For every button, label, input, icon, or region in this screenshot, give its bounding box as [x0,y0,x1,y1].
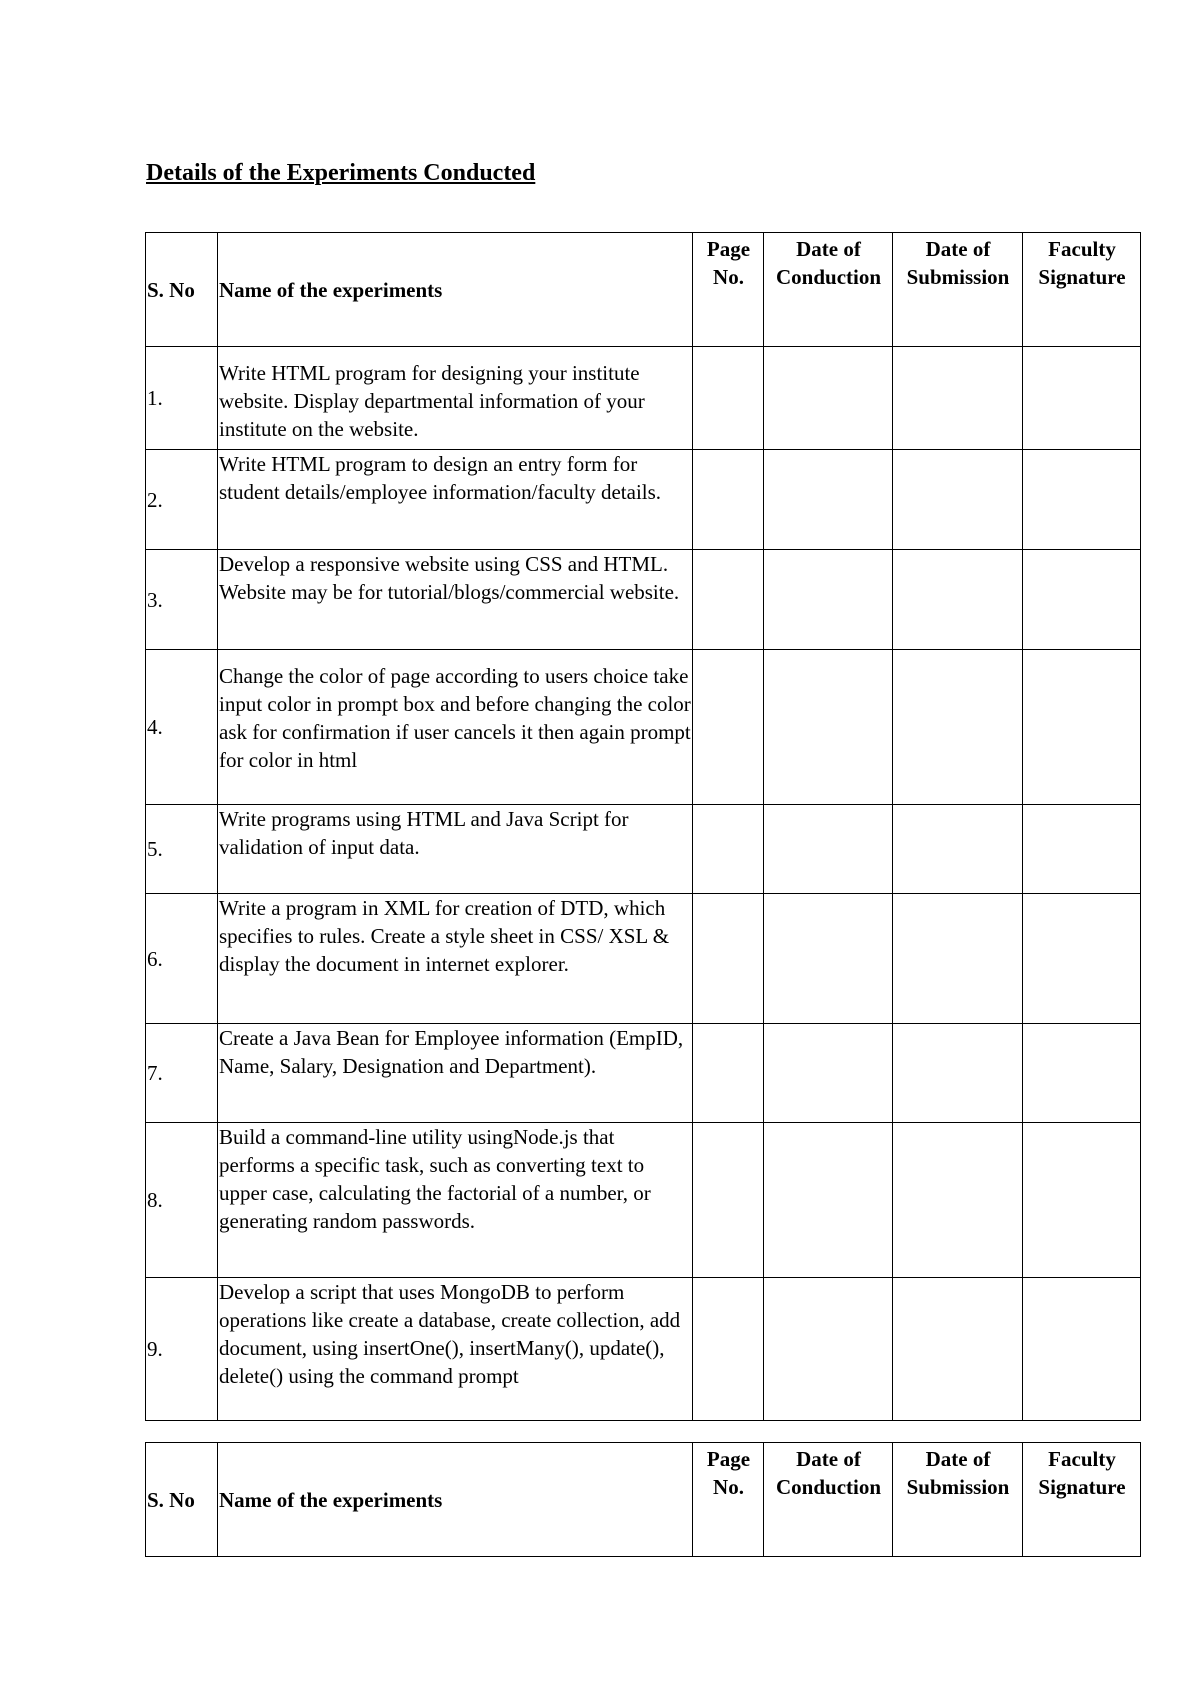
date-conduction-cell [764,650,893,805]
header-sno: S. No [146,233,218,347]
date-submission-cell [893,894,1023,1024]
date-conduction-cell [764,347,893,450]
header-name: Name of the experiments [218,1443,693,1557]
faculty-signature-cell [1023,650,1141,805]
row-sno: 7. [146,1024,218,1123]
faculty-signature-cell [1023,1123,1141,1278]
table-row [146,347,1141,450]
row-sno: 9. [146,1278,218,1421]
experiments-table-continued [145,1442,1141,1557]
date-submission-cell [893,650,1023,805]
faculty-signature-cell [1023,1278,1141,1421]
row-sno: 1. [146,347,218,450]
table-row [146,450,1141,550]
page-no-cell [693,650,764,805]
table-header-row [146,233,1141,347]
row-sno: 6. [146,894,218,1024]
row-experiment-name: Change the color of page according to users choice take input color in prompt box and before changing the color ask for confirmation if user cancels it then again prompt for color in html [218,650,693,805]
date-submission-cell [893,347,1023,450]
page-no-cell [693,805,764,894]
row-sno: 5. [146,805,218,894]
table-row [146,1024,1141,1123]
row-experiment-name: Write programs using HTML and Java Script for validation of input data. [218,805,693,894]
row-experiment-name: Write a program in XML for creation of DTD, which specifies to rules. Create a style sheet in CSS/ XSL & display the document in internet explorer. [218,894,693,1024]
header-page-no: Page No. [693,233,764,347]
header-date-submission: Date of Submission [893,1443,1023,1557]
header-faculty-signature: Faculty Signature [1023,1443,1141,1557]
table-row [146,805,1141,894]
faculty-signature-cell [1023,450,1141,550]
page-no-cell [693,1123,764,1278]
date-conduction-cell [764,894,893,1024]
date-conduction-cell [764,550,893,650]
row-sno: 3. [146,550,218,650]
row-experiment-name: Write HTML program to design an entry form for student details/employee information/faculty details. [218,450,693,550]
table-row [146,1278,1141,1421]
table-row [146,550,1141,650]
date-submission-cell [893,550,1023,650]
date-conduction-cell [764,450,893,550]
faculty-signature-cell [1023,1024,1141,1123]
date-conduction-cell [764,1024,893,1123]
row-experiment-name: Build a command-line utility usingNode.js that performs a specific task, such as converting text to upper case, calculating the factorial of a number, or generating random passwords. [218,1123,693,1278]
row-sno: 2. [146,450,218,550]
table-header-row [146,1443,1141,1557]
table-row [146,894,1141,1024]
table-row [146,650,1141,805]
row-experiment-name: Create a Java Bean for Employee information (EmpID, Name, Salary, Designation and Department). [218,1024,693,1123]
faculty-signature-cell [1023,347,1141,450]
faculty-signature-cell [1023,805,1141,894]
date-submission-cell [893,450,1023,550]
date-submission-cell [893,1123,1023,1278]
header-date-submission: Date of Submission [893,233,1023,347]
row-experiment-name: Develop a responsive website using CSS and HTML. Website may be for tutorial/blogs/commercial website. [218,550,693,650]
page-no-cell [693,347,764,450]
header-page-no: Page No. [693,1443,764,1557]
page-title: Details of the Experiments Conducted [146,160,536,186]
date-submission-cell [893,1278,1023,1421]
date-submission-cell [893,1024,1023,1123]
row-sno: 8. [146,1123,218,1278]
faculty-signature-cell [1023,894,1141,1024]
page-no-cell [693,550,764,650]
header-faculty-signature: Faculty Signature [1023,233,1141,347]
header-name: Name of the experiments [218,233,693,347]
page-no-cell [693,1024,764,1123]
page-no-cell [693,1278,764,1421]
header-date-conduction: Date of Conduction [764,1443,893,1557]
row-experiment-name: Develop a script that uses MongoDB to perform operations like create a database, create collection, add document, using insertOne(), insertMany(), update(), delete() using the command prompt [218,1278,693,1421]
row-sno: 4. [146,650,218,805]
page-no-cell [693,894,764,1024]
date-submission-cell [893,805,1023,894]
faculty-signature-cell [1023,550,1141,650]
experiments-table [145,232,1141,1421]
date-conduction-cell [764,1278,893,1421]
date-conduction-cell [764,1123,893,1278]
row-experiment-name: Write HTML program for designing your institute website. Display departmental information of your institute on the website. [218,347,693,450]
table-row [146,1123,1141,1278]
page-no-cell [693,450,764,550]
header-date-conduction: Date of Conduction [764,233,893,347]
header-sno: S. No [146,1443,218,1557]
date-conduction-cell [764,805,893,894]
